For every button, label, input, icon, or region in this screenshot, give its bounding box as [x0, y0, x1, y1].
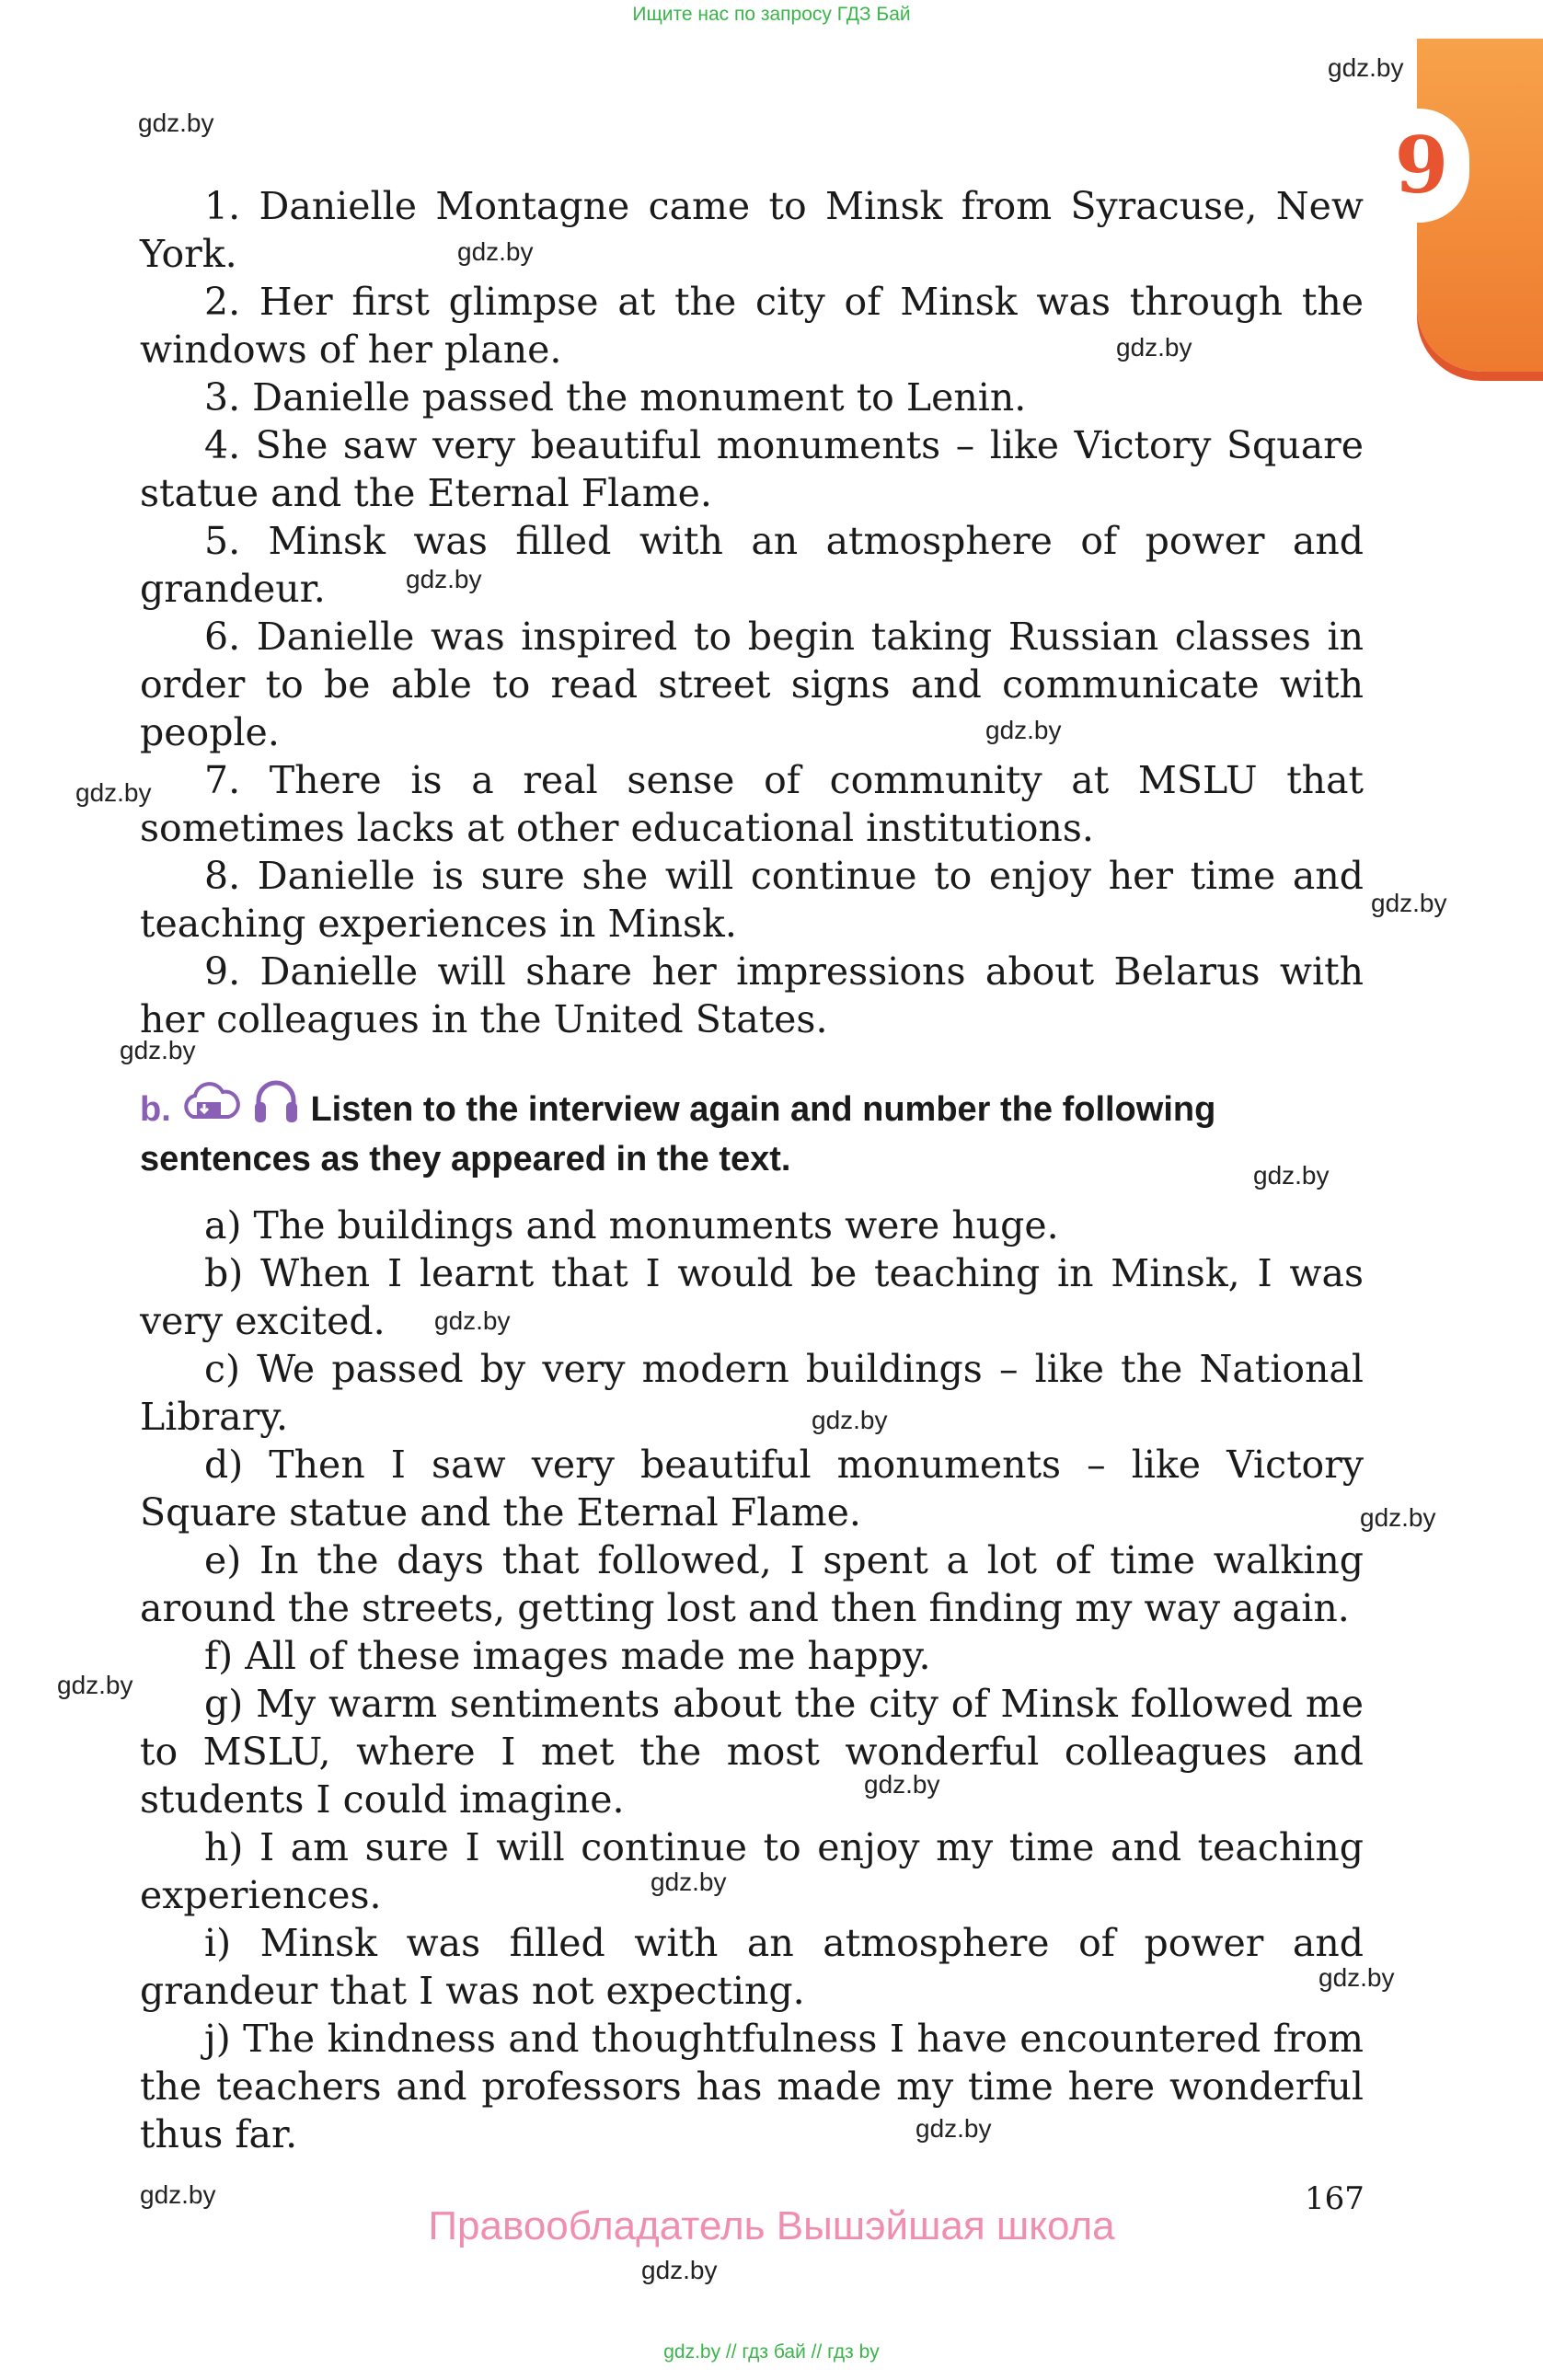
watermark: gdz.by: [985, 716, 1062, 744]
unit-number: 9: [1394, 120, 1449, 211]
list-item: b) When I learnt that I would be teaching in Minsk, I was very excited.: [140, 1251, 1364, 1343]
list-item: h) I am sure I will continue to enjoy my time and teaching experiences.: [140, 1825, 1364, 1917]
watermark: gdz.by: [1253, 1161, 1330, 1190]
list-item: c) We passed by very modern buildings – like the National Library.: [140, 1347, 1364, 1439]
watermark: gdz.by: [57, 1671, 133, 1699]
list-item: i) Minsk was filled with an atmosphere of power and grandeur that I was not expecting.: [140, 1921, 1364, 2013]
list-item: 4. She saw very beautiful monuments – like Victory Square statue and the Eternal Flame.: [140, 423, 1364, 515]
watermark: gdz.by: [1360, 1503, 1436, 1532]
watermark: gdz.by: [1328, 53, 1404, 82]
watermark: gdz.by: [140, 2180, 216, 2209]
list-item: g) My warm sentiments about the city of Minsk followed me to MSLU, where I met the most wonderful colleagues and students I could imagine.: [140, 1682, 1364, 1822]
headphones-icon: [251, 1076, 301, 1137]
list-item: 8. Danielle is sure she will continue to enjoy her time and teaching experiences in Minsk.: [140, 854, 1364, 946]
watermark: gdz.by: [1371, 889, 1447, 917]
list-item: f) All of these images made me happy.: [204, 1634, 931, 1678]
list-item: a) The buildings and monuments were huge.: [204, 1203, 1059, 1247]
list-item: 1. Danielle Montagne came to Minsk from Syracuse, New York.: [140, 184, 1364, 276]
cloud-download-icon: [180, 1080, 241, 1137]
watermark: gdz.by: [864, 1770, 940, 1799]
watermark: gdz.by: [406, 565, 482, 593]
bottom-banner: gdz.by // гдз бай // гдз by: [663, 2341, 880, 2363]
watermark: gdz.by: [1318, 1963, 1395, 1992]
watermark: gdz.by: [75, 778, 152, 807]
watermark: gdz.by: [434, 1306, 511, 1335]
watermark: gdz.by: [812, 1406, 888, 1434]
list-item: 7. There is a real sense of community at MSLU that sometimes lacks at other educational institutions.: [140, 758, 1364, 850]
list-item: 9. Danielle will share her impressions about Belarus with her colleagues in the United States.: [140, 949, 1364, 1041]
list-item: 3. Danielle passed the monument to Lenin.: [204, 375, 1027, 420]
task-letter: b.: [140, 1090, 171, 1129]
watermark: gdz.by: [641, 2256, 718, 2284]
list-item: 2. Her first glimpse at the city of Minsk was through the windows of her plane.: [140, 280, 1364, 372]
copyright-holder: Правообладатель Вышэйшая школа: [428, 2203, 1115, 2248]
watermark: gdz.by: [1116, 333, 1192, 362]
task-b-instruction: b. Listen to the interview again and number the following sentences as they appeared in the text.: [140, 1076, 1364, 1181]
watermark: gdz.by: [138, 109, 214, 137]
list-item: e) In the days that followed, I spent a lot of time walking around the streets, getting lost and then finding my way again.: [140, 1538, 1364, 1630]
list-item: d) Then I saw very beautiful monuments – like Victory Square statue and the Eternal Flame.: [140, 1443, 1364, 1535]
watermark: gdz.by: [457, 237, 534, 266]
watermark: gdz.by: [651, 1868, 727, 1896]
top-banner: Ищите нас по запросу ГДЗ Бай: [632, 4, 911, 25]
watermark: gdz.by: [915, 2114, 992, 2143]
list-item: j) The kindness and thoughtfulness I have encountered from the teachers and professors has made my time here wonderful thus far.: [140, 2017, 1364, 2156]
list-item: 6. Danielle was inspired to begin taking Russian classes in order to be able to read street signs and communicate with people.: [140, 615, 1364, 754]
list-item: 5. Minsk was filled with an atmosphere of power and grandeur.: [140, 519, 1364, 611]
watermark: gdz.by: [120, 1036, 196, 1064]
page-number: 167: [1305, 2180, 1365, 2217]
